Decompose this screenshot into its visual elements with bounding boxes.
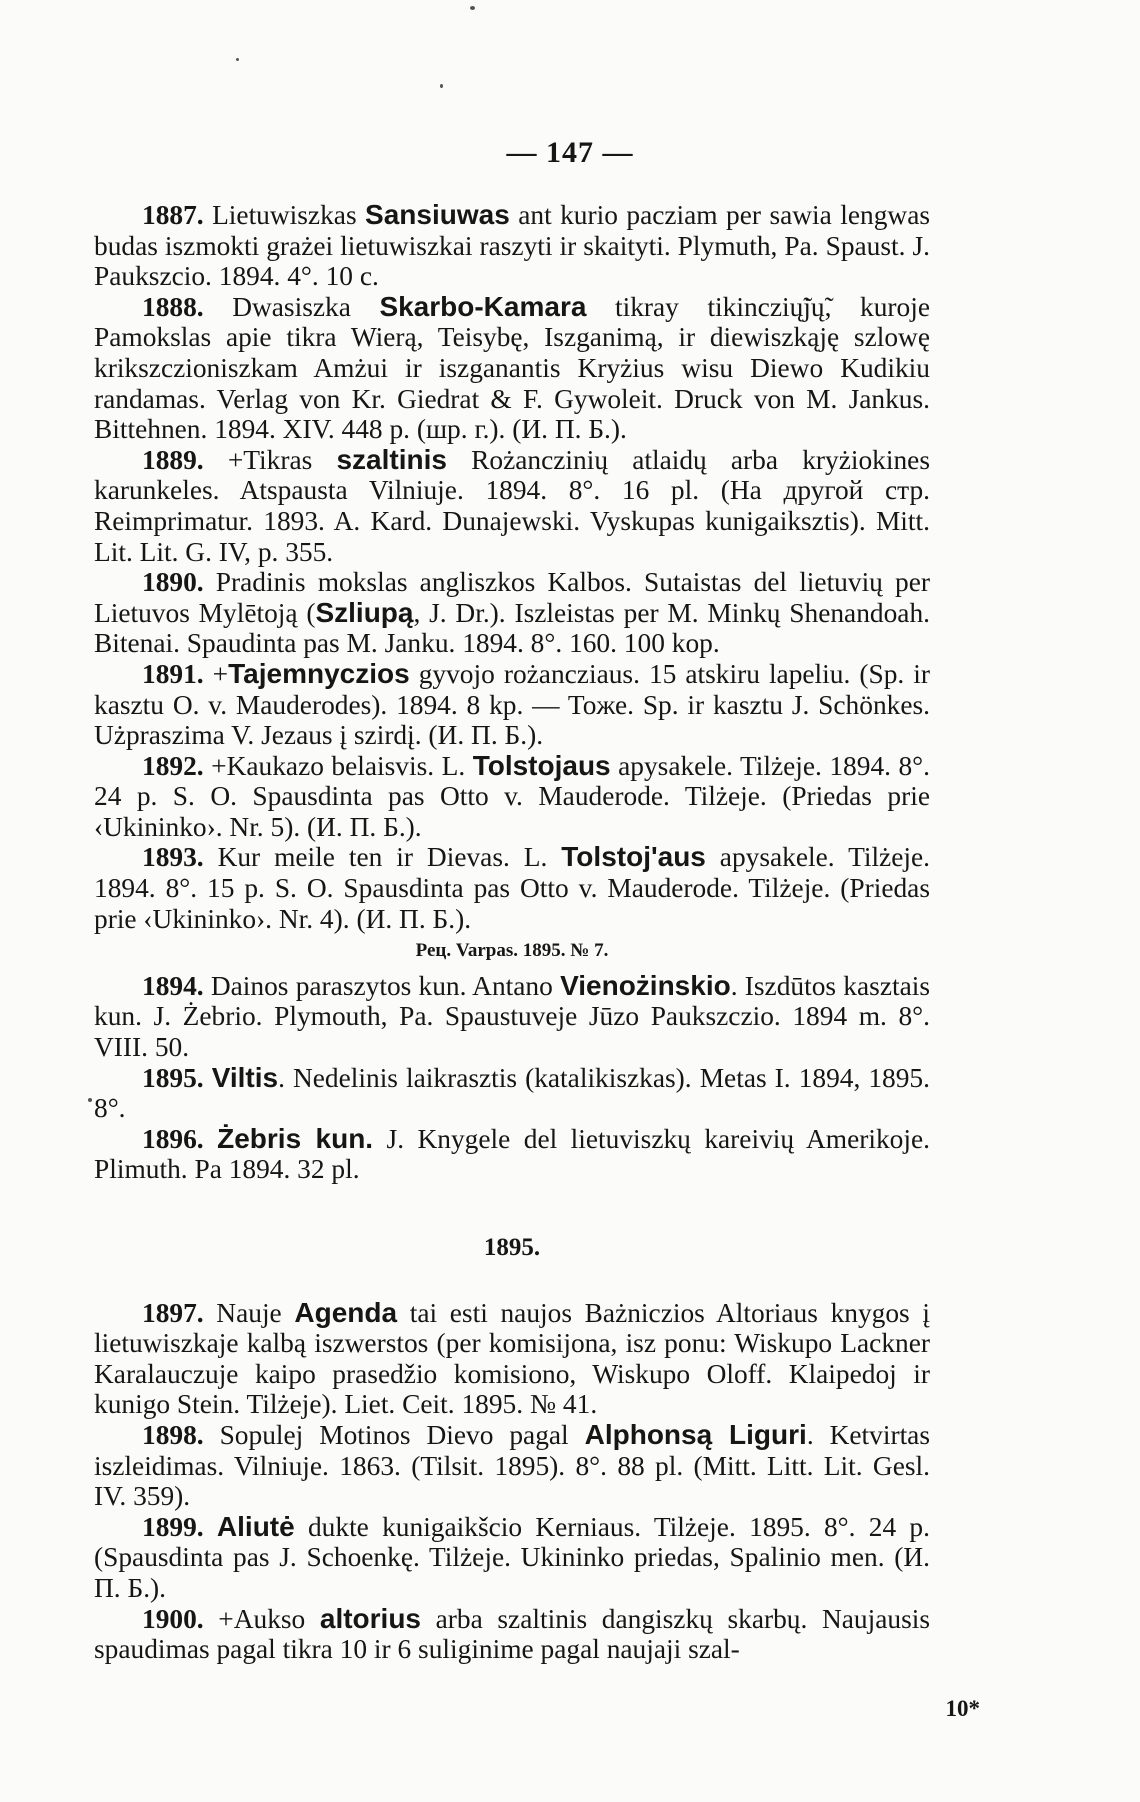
entry-number: 1896. [142,1123,204,1154]
page-body [94,200,930,1665]
entries-1895 [94,1298,930,1665]
review-reference: Рец. Varpas. 1895. № 7. [415,940,609,962]
entry-keyword: szaltinis [336,443,447,475]
bibliography-entry: 1900. +Aukso altorius arba szaltinis dangiszkų skarbų. Naujausis spaudimas pagal tikra 10 ir 6 suliginime pagal naujaji szal- [94,1602,930,1665]
entry-number: 1891. [142,658,204,689]
entry-keyword: Viltis [211,1061,279,1093]
bibliography-entry: 1889. +Tikras szaltinis Rożanczinių atlaidų arba kryżiokines karunkeles. Atspausta Vilniuje. 1894. 8°. 16 pl. (На другой стр. Reimprimatur. 1893. A. Kard. Dunajewski. Vyskupas kunigaiksztis). Mitt. Lit. Lit. G. IV, p. 355. [94,443,930,567]
entry-keyword: Vienożinskio [560,969,731,1001]
folio-signature: 10* [945,1696,980,1721]
scan-speck [88,1098,92,1102]
bibliography-entry: 1892. +Kaukazo belaisvis. L. Tolstojaus apysakele. Tilżeje. 1894. 8°. 24 p. S. O. Spausdinta pas Otto v. Mauderode. Tilżeje. (Priedas prie ‹Ukininko›. Nr. 5). (И. П. Б.). [94,749,930,842]
page-number: — 147 — [506,136,634,169]
entry-keyword: altorius [319,1602,422,1634]
bibliography-entry: 1893. Kur meile ten ir Dievas. L. Tolstoj'aus apysakele. Tilżeje. 1894. 8°. 15 p. S. O. Spausdinta pas Otto v. Mauderode. Tilżeje. (Priedas prie ‹Ukininko›. Nr. 4). (И. П. Б.). [94,841,930,934]
entry-keyword: Tajemnyczios [228,657,410,689]
scan-speck [236,58,239,61]
entry-keyword: Tolstoj'aus [561,841,706,873]
entry-number: 1894. [142,970,204,1001]
entry-number: 1890. [142,567,204,598]
scan-speck [440,84,443,88]
entry-number: 1898. [142,1419,204,1450]
entry-number: 1887. [142,200,204,230]
entry-number: 1889. [142,444,204,475]
entry-number: 1892. [142,750,204,781]
bibliography-entry: 1896. Żebris kun. J. Knygele del lietuviszkų kareivių Amerikoje. Plimuth. Pa 1894. 32 pl. [94,1122,930,1185]
entry-keyword: Żebris kun. [217,1122,374,1154]
entry-number: 1895. [142,1062,204,1093]
scan-speck [470,6,475,10]
bibliography-entry: 1887. Lietuwiszkas Sansiuwas ant kurio pacziam per sawia lengwas budas iszmokti grażei lietuwiszkai raszyti ir skaityti. Plymuth, Pa. Spaust. J. Paukszcio. 1894. 4°. 10 c. [94,199,931,292]
entry-keyword: Alphonsą Liguri [584,1418,807,1450]
entry-keyword: Szliupą [315,596,414,628]
entries-1894 [94,200,930,1185]
entry-keyword: Sansiuwas [365,199,510,230]
entry-number: 1900. [142,1603,204,1634]
bibliography-entry: 1894. Dainos paraszytos kun. Antano Vienożinskio. Iszdūtos kasztais kun. J. Żebrio. Plymouth, Pa. Spaustuveje Jūzo Paukszczio. 1894 m. 8°. VIII. 50. [94,969,931,1063]
entry-number: 1888. [142,291,204,322]
entry-keyword: Aliutė [216,1510,295,1542]
bibliography-entry: 1899. Aliutė dukte kunigaikšcio Kerniaus. Tilżeje. 1895. 8°. 24 p. (Spausdinta pas J. Schoenkę. Tilżeje. Ukininko priedas, Spalinio men. (И. П. Б.). [94,1510,930,1603]
bibliography-entry: 1897. Nauje Agenda tai esti naujos Bażniczios Altoriaus knygos į lietuwiszkaje kalbą iszwerstos (per komisijona, isz ponu: Wiskupo Lackner Karalauczuje kaipo prasedžio komisiono, Wiskupo Oloff. Klaipedoj ir kunigo Stein. Tilżeje). Liet. Ceit. 1895. № 41. [94,1296,930,1420]
entry-keyword: Tolstojaus [472,749,611,781]
entry-number: 1897. [142,1297,204,1328]
entry-number: 1899. [142,1511,204,1542]
bibliography-entry: 1898. Sopulej Motinos Dievo pagal Alphonsą Liguri. Ketvirtas iszleidimas. Vilniuje. 1863. (Tilsit. 1895). 8°. 88 pl. (Mitt. Litt. Lit. Gesl. IV. 359). [94,1418,930,1512]
bibliography-entry: 1890. Pradinis mokslas angliszkos Kalbos. Sutaistas del lietuvių per Lietuvos Mylētoją (Szliupą, J. Dr.). Iszleistas per M. Minkų Shenandoah. Bitenai. Spaudinta pas M. Janku. 1894. 8°. 160. 100 kop. [94,567,930,659]
entry-keyword: Skarbo-Kamara [379,290,587,322]
bibliography-entry: 1888. Dwasiszka Skarbo-Kamara tikray tikinczių̃jų̃, kuroje Pamokslas apie tikra Wierą, Teisybę, Iszganimą, ir diewiszkąję szlowę krikszczioniszkam Amżui ir iszganantis Kryżius wisu Diewo Kudikiu randamas. Verlag von Kr. Giedrat & F. Gywoleit. Druck von M. Jankus. Bittehnen. 1894. XIV. 448 p. (шр. г.). (И. П. Б.). [94,290,930,445]
bibliography-entry: 1891. +Tajemnyczios gyvojo rożancziaus. 15 atskiru lapeliu. (Sp. ir kasztu O. v. Mauderodes). 1894. 8 kp. — Toже. Sp. ir kasztu J. Schönkes. Użpraszima V. Jezaus į szirdį. (И. П. Б.). [94,657,930,751]
entry-keyword: Agenda [294,1296,398,1328]
entry-number: 1893. [142,842,204,873]
bibliography-entry: 1895. Viltis. Nedelinis laikrasztis (katalikiszkas). Metas I. 1894, 1895. 8°. [94,1061,930,1124]
section-year-heading: 1895. [483,1234,541,1261]
